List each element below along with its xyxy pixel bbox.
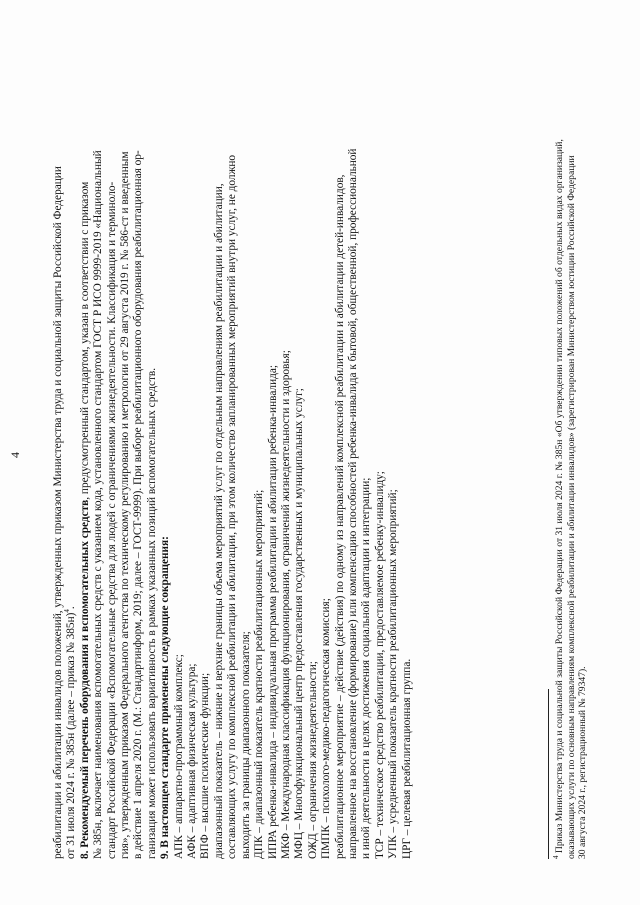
text-line	[240, 44, 253, 859]
text-run: стандарт Российской Федерации «Вспомогательные средства для людей с ограничениями жизнедеятельности. Классификация и терминоло-	[105, 181, 118, 859]
footnote-divider	[548, 689, 549, 859]
text-run: в действие 1 апреля 2020 г. (М.: Стандартинформ, 2019; далее – ГОСТ-9999). При выборе реабилитационного оборудования реабилитационная ор-	[132, 150, 145, 859]
text-line	[92, 44, 105, 859]
text-run: МФЦ – Многофункциональный центр предоставления государственных и муниципальных услуг;	[293, 388, 306, 859]
text-line	[186, 44, 199, 859]
text-line	[173, 44, 186, 859]
text-line	[146, 44, 159, 859]
text-line	[267, 44, 280, 859]
text-run: и иной деятельности в целях достижения социальной адаптации и интеграции;	[360, 477, 373, 859]
footnote-line	[551, 44, 566, 859]
text-line	[132, 44, 145, 859]
text-run: ганизация может использовать вариативность в рамках указанных позиций вспомогательных средств.	[145, 367, 158, 859]
text-run: ПМПК – психолого-медико-педагогическая комиссия;	[320, 598, 333, 859]
text-line	[280, 44, 293, 859]
footnote-line	[577, 44, 589, 859]
text-line	[374, 44, 387, 859]
text-line	[226, 44, 239, 859]
text-line	[387, 44, 400, 859]
text-run: выходить за границы диапазонного показателя;	[239, 631, 252, 859]
text-run: ЦРГ – целевая реабилитационная группа.	[400, 658, 413, 859]
text-run: от 31 июля 2024 г. № 385н (далее – приказ № 385н)	[65, 612, 78, 859]
text-line	[106, 44, 119, 859]
text-run: Приказ Министерства труда и социальной защиты Российской Федерации от 31 июля 2024 г. № 385н «Об утверждении типовых положений об отдельных видах организаций,	[554, 139, 565, 856]
text-run: реабилитационное мероприятие – действие (действия) по одному из направлений комплексной реабилитации и абилитации детей-инвалидов,	[333, 174, 346, 859]
text-run: УПК – усредненный показатель кратности реабилитационных мероприятий;	[387, 489, 400, 859]
text-line	[347, 44, 360, 859]
text-run: ВПФ – высшие психические функции;	[199, 672, 212, 859]
text-line	[293, 44, 306, 859]
text-run: , предусмотренный стандартом, указан в соответствии с приказом	[78, 181, 91, 500]
text-run: ОЖД – ограничения жизнедеятельности;	[306, 661, 319, 859]
text-run: 8. Рекомендуемый перечень оборудования и вспомогательных средств	[78, 499, 91, 859]
text-run: составляющих услугу по комплексной реабилитации и абилитации, при этом количество запланированных мероприятий внутри услуг, не должно	[226, 154, 239, 859]
text-run: .	[65, 606, 78, 610]
text-line	[334, 44, 347, 859]
text-run: № 385н, включает наименования вспомогательных средств с указанием кода, установленного стандартом ГОСТ Р ИСО 9999-2019 «Национальный	[92, 150, 105, 859]
footnote	[551, 44, 589, 859]
text-line	[401, 44, 414, 859]
text-run: АПК – аппаратно-программный комплекс;	[172, 654, 185, 859]
text-line	[159, 44, 172, 859]
text-line	[253, 44, 266, 859]
text-run: реабилитации и абилитации инвалидов положений, утвержденных приказом Министерства труда и социальной защиты Российской Федерации	[52, 166, 64, 859]
body-text	[52, 44, 414, 859]
text-run: гия», утвержденным приказом Федерального агентства по техническому регулированию и метрологии от 29 августа 2019 г. № 586-ст и введенным	[119, 151, 132, 859]
text-run: 9. В настоящем стандарте применены следующие сокращения:	[159, 536, 172, 859]
text-run: направленное на восстановление (формирование) или компенсацию способностей ребенка-инвалида к бытовой, общественной, профессиональной	[346, 148, 359, 859]
text-run: оказывающих услуги по основным направлениям комплексной реабилитации и абилитации инвалидов» (зарегистрирован Министерством юстиции Российской Федерации	[565, 155, 577, 859]
text-line	[360, 44, 373, 859]
footnote-marker: 4	[63, 609, 72, 613]
text-line	[320, 44, 333, 859]
text-run: АФК – адаптивная физическая культура;	[186, 663, 199, 859]
page-number: 4	[8, 452, 22, 458]
text-line	[199, 44, 212, 859]
text-line	[213, 44, 226, 859]
footnote-marker: 4	[551, 855, 560, 859]
text-line	[119, 44, 132, 859]
text-run: диапазонный показатель – нижние и верхние границы объема мероприятий услуг по отдельным направлениям реабилитации и абилитации,	[212, 183, 225, 859]
text-run: ИПРА ребенка-инвалида – индивидуальная программа реабилитации и абилитации ребенка-инвалида;	[266, 364, 279, 859]
text-line	[65, 44, 78, 859]
footnote-line	[566, 44, 578, 859]
text-run: ДПК – диапазонный показатель кратности реабилитационных мероприятий;	[253, 489, 266, 859]
text-run: 30 августа 2024 г., регистрационный № 79347).	[577, 666, 589, 859]
text-line	[307, 44, 320, 859]
text-line	[79, 44, 92, 859]
text-run: МКФ – Международная классификация функционирования, ограничений жизнедеятельности и здоровья;	[279, 350, 292, 859]
text-run: ТСР – техническое средство реабилитации, предоставляемое ребенку-инвалиду;	[373, 471, 386, 859]
text-line	[52, 44, 65, 859]
